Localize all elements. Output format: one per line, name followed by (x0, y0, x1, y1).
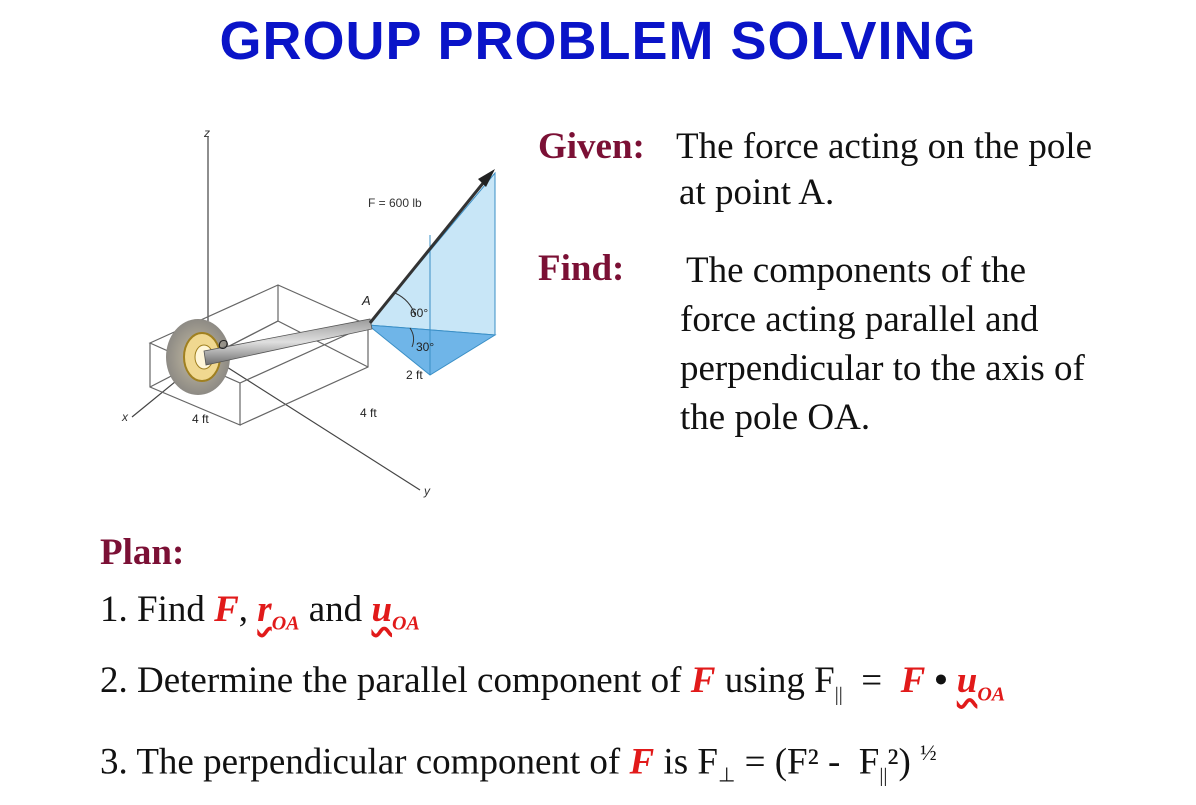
axis-z-label: z (204, 126, 210, 140)
step2-u-oa (956, 660, 1006, 706)
step2-dot: • (925, 660, 957, 702)
pole-force-diagram (110, 125, 520, 510)
step3-formula: = (F² - F (735, 741, 880, 783)
step1-text: 1. Find (100, 589, 215, 630)
step2-text: 2. Determine the parallel component of (100, 660, 691, 702)
step3-parallel-sub: || (879, 764, 888, 787)
find-line-4: the pole OA. (680, 397, 871, 438)
find-line-1: The components of the (686, 250, 1027, 291)
angle-60-label: 60° (410, 306, 429, 320)
step1-and: and (299, 589, 372, 630)
plan-step-3 (100, 724, 1005, 805)
step2-parallel-sub: || (834, 683, 843, 706)
axis-x-label: x (122, 410, 128, 424)
page-title: GROUP PROBLEM SOLVING (219, 11, 977, 71)
force-label: F = 600 lb (368, 196, 422, 210)
given-section (538, 124, 645, 170)
step3-force-f: F (629, 741, 655, 783)
step3-text: 3. The perpendicular component of (100, 741, 630, 783)
step2-force-f: F (690, 660, 716, 702)
given-line-2: at point A. (679, 172, 835, 213)
plan-step-2 (100, 652, 1005, 723)
find-section (538, 246, 624, 292)
given-line-1: The force acting on the pole (676, 126, 1093, 167)
step1-r-oa (257, 589, 300, 635)
find-label: Find: (538, 248, 625, 289)
point-o-label: O (218, 337, 229, 352)
plan-step-1 (100, 581, 1005, 652)
step2-using: using F (715, 660, 835, 702)
step2-equals: = (842, 660, 901, 702)
axis-y-label: y (424, 484, 430, 498)
r-subscript: OA (271, 612, 300, 635)
step3-perp-sub: ⊥ (717, 764, 736, 787)
step3-formula-end: ²) (887, 741, 921, 783)
step1-comma: , (238, 589, 258, 630)
find-text (680, 246, 1085, 442)
dim-4ft-mid-label: 4 ft (360, 406, 377, 420)
find-line-2: force acting parallel and (680, 299, 1039, 340)
point-a-label: A (362, 293, 371, 308)
step3-half-exponent: ½ (920, 739, 937, 765)
plan-section (100, 524, 1005, 805)
plan-label: Plan: (100, 532, 185, 573)
step1-u-oa (371, 589, 420, 635)
u2-symbol: u (956, 660, 978, 702)
angle-30-label: 30° (416, 340, 435, 354)
find-line-3: perpendicular to the axis of (680, 348, 1085, 389)
step1-force-f: F (214, 589, 239, 630)
u2-subscript: OA (977, 683, 1006, 706)
given-text (676, 124, 1092, 216)
r-symbol: r (257, 589, 272, 630)
step2-force-f2: F (900, 660, 926, 702)
dim-2ft-label: 2 ft (406, 368, 423, 382)
u-symbol: u (371, 589, 393, 630)
u-subscript: OA (392, 612, 420, 635)
step3-is: is F (654, 741, 718, 783)
given-label: Given: (538, 126, 645, 167)
dim-4ft-left-label: 4 ft (192, 412, 209, 426)
